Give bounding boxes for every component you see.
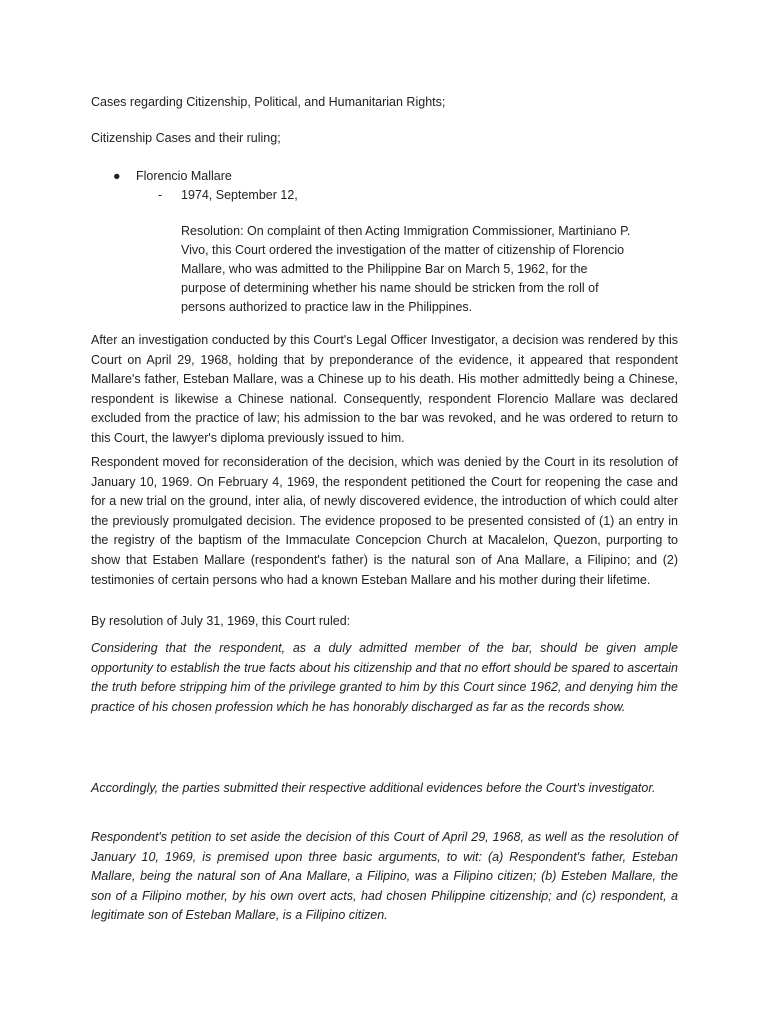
- paragraph-investigation: After an investigation conducted by this Court's Legal Officer Investigator, a decision was rendered by this Court on April 29, 1968, holding that by preponderance of the evidence, it appeared that respondent Mallare's father, Esteban Mallare, was a Chinese up to his death. His mother admittedly being a Chinese, respondent is likewise a Chinese national. Consequently, respondent Florencio Mallare was declared excluded from the practice of law; his admission to the bar was revoked, and he was ordered to return to this Court, the lawyer's diploma previously issued to him.: [91, 333, 678, 445]
- paragraph-ruling-quote: Considering that the respondent, as a duly admitted member of the bar, should be given ample opportunity to establish the true facts about his citizenship and that no effort should be spared to ascertain the truth before stripping him of the privilege granted to him by this Court since 1962, and denying him the practice of his chosen profession which he has honorably discharged as far as the records show.: [91, 641, 678, 714]
- resolution-line-4: purpose of determining whether his name should be stricken from the roll of: [181, 281, 599, 295]
- case-name: Florencio Mallare: [136, 169, 232, 183]
- paragraph-resolution-intro: By resolution of July 31, 1969, this Court ruled:: [91, 614, 351, 628]
- case-date: 1974, September 12,: [181, 188, 298, 202]
- heading-citizenship-rights: Cases regarding Citizenship, Political, and Humanitarian Rights;: [91, 95, 446, 109]
- resolution-line-3: Mallare, who was admitted to the Philippine Bar on March 5, 1962, for the: [181, 262, 588, 276]
- resolution-line-5: persons authorized to practice law in the Philippines.: [181, 300, 473, 314]
- paragraph-evidences: Accordingly, the parties submitted their respective additional evidences before the Court's investigator.: [91, 781, 656, 795]
- bullet-point: ●: [113, 169, 121, 183]
- resolution-line-1: Resolution: On complaint of then Acting Immigration Commissioner, Martiniano P.: [181, 224, 631, 238]
- heading-citizenship-cases: Citizenship Cases and their ruling;: [91, 131, 281, 145]
- paragraph-petition-arguments: Respondent's petition to set aside the decision of this Court of April 29, 1968, as well as the resolution of January 10, 1969, is premised upon three basic arguments, to wit: (a) Respondent's father, Esteban Mallare, being the natural son of Ana Mallare, a Filipino, was a Filipino citizen; (b) Esteben Mallare, the son of a Filipino mother, by his own overt acts, had chosen Philippine citizenship; and (c) respondent, a legitimate son of Esteban Mallare, is a Filipino citizen.: [91, 830, 678, 923]
- resolution-line-2: Vivo, this Court ordered the investigation of the matter of citizenship of Florencio: [181, 243, 625, 257]
- sub-dash: -: [158, 188, 163, 202]
- paragraph-reconsideration: Respondent moved for reconsideration of the decision, which was denied by the Court in its resolution of January 10, 1969. On February 4, 1969, the respondent petitioned the Court for reopening the case and for a new trial on the ground, inter alia, of newly discovered evidence, the introduction of which could alter the previously promulgated decision. The evidence proposed to be presented consisted of (1) an entry in the registry of the baptism of the Immaculate Concepcion Church at Macalelon, Quezon, purporting to show that Estaben Mallare (respondent's father) is the natural son of Ana Mallare, a Filipino; and (2) testimonies of certain persons who had a known Esteban Mallare and his mother during their lifetime.: [91, 455, 678, 587]
